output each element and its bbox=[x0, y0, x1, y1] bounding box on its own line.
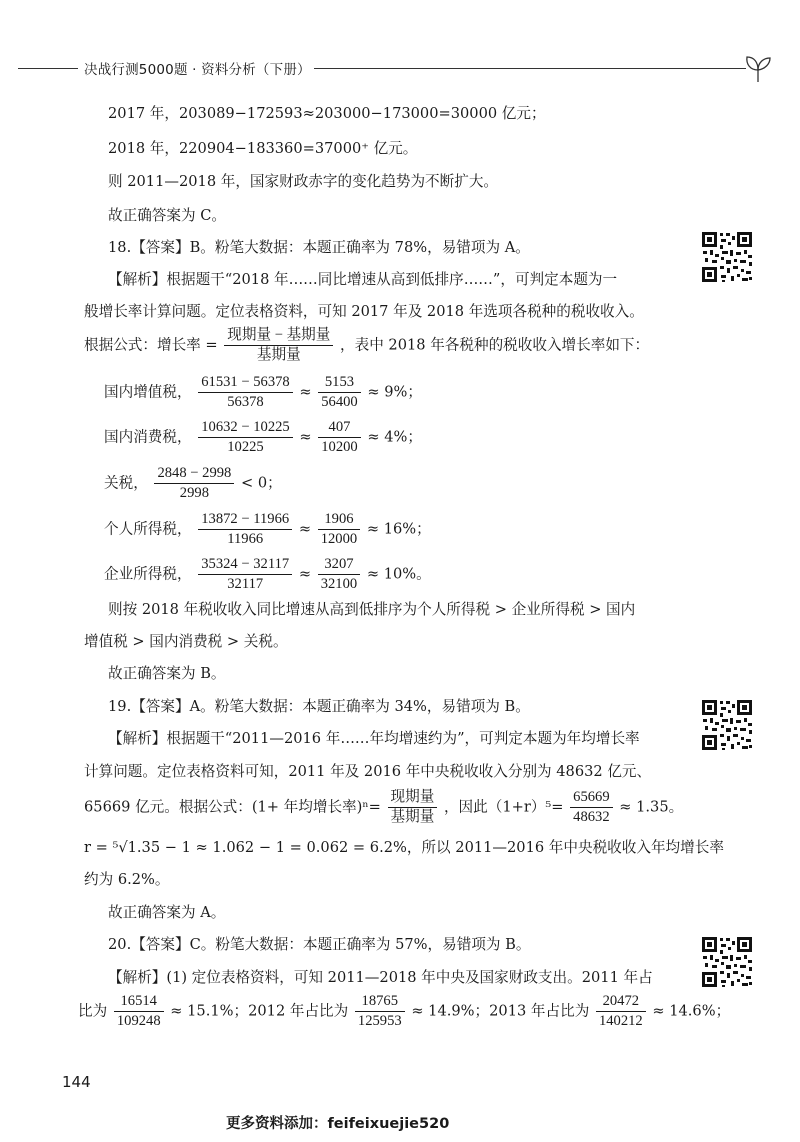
calc-row bbox=[104, 555, 431, 594]
tax-label: 企业所得税， bbox=[104, 565, 192, 583]
text-span: ，因此（1+r）⁵= bbox=[443, 798, 564, 816]
answer-18: 18.【答案】B。粉笔大数据：本题正确率为 78%，易错项为 A。 bbox=[108, 239, 530, 256]
fraction bbox=[570, 788, 612, 827]
text-line: 故正确答案为 A。 bbox=[108, 904, 226, 921]
calc-row bbox=[104, 418, 422, 457]
numerator: 1906 bbox=[318, 510, 360, 530]
text-line: r = ⁵√1.35 − 1 ≈ 1.062 − 1 = 0.062 = 6.2%，所以 2011—2016 年中央税收收入年均增长率 bbox=[84, 839, 724, 856]
qr-code-icon[interactable] bbox=[700, 935, 754, 989]
denominator: 10200 bbox=[321, 439, 358, 455]
text-span: ≈ 15.1%；2012 年占比为 bbox=[170, 1002, 349, 1020]
fraction bbox=[114, 992, 164, 1031]
denominator: 109248 bbox=[116, 1013, 161, 1029]
text-line: 则 2011—2018 年，国家财政赤字的变化趋势为不断扩大。 bbox=[108, 173, 499, 190]
numerator: 16514 bbox=[114, 992, 164, 1012]
text-line: 2017 年，203089−172593≈203000−173000=30000 亿元； bbox=[108, 105, 546, 122]
denominator: 基期量 bbox=[256, 347, 301, 363]
text-span: 比为 bbox=[78, 1002, 108, 1020]
footer-note: 更多资料添加：feifeixuejie520 bbox=[226, 1116, 450, 1132]
numerator: 5153 bbox=[318, 373, 360, 393]
approx-sign: ≈ bbox=[299, 383, 312, 401]
denominator: 11966 bbox=[227, 531, 264, 547]
numerator: 65669 bbox=[570, 788, 612, 808]
fraction bbox=[198, 510, 292, 549]
result: ≈ 10%。 bbox=[366, 565, 431, 583]
formula-line bbox=[78, 992, 730, 1031]
numerator: 现期量 bbox=[388, 788, 438, 808]
denominator: 32117 bbox=[227, 576, 264, 592]
denominator: 32100 bbox=[320, 576, 358, 592]
fraction bbox=[388, 788, 438, 827]
numerator: 10632 − 10225 bbox=[198, 418, 293, 438]
numerator: 现期量 − 基期量 bbox=[224, 326, 333, 346]
approx-sign: ≈ bbox=[298, 520, 312, 538]
text-line: 故正确答案为 B。 bbox=[108, 665, 226, 682]
denominator: 10225 bbox=[227, 439, 264, 455]
numerator: 2848 − 2998 bbox=[154, 464, 234, 484]
approx-sign: ≈ bbox=[299, 428, 312, 446]
qr-code-icon[interactable] bbox=[700, 698, 754, 752]
fraction bbox=[154, 464, 234, 503]
book-title: 决战行测5000题 · 资料分析（下册） bbox=[84, 62, 311, 78]
result: < 0； bbox=[240, 474, 282, 492]
text-line: 2018 年，220904−183360=37000⁺ 亿元。 bbox=[108, 140, 418, 157]
page-number: 144 bbox=[62, 1073, 91, 1091]
calc-row bbox=[104, 510, 431, 549]
header-rule-right bbox=[314, 68, 746, 69]
analysis-19: 【解析】根据题干“2011—2016 年……年均增速约为”，可判定本题为年均增长率 bbox=[108, 730, 640, 747]
fraction bbox=[198, 373, 293, 412]
tax-label: 国内消费税， bbox=[104, 428, 192, 446]
text-span: 65669 亿元。根据公式：(1+ 年均增长率)ⁿ= bbox=[84, 798, 381, 816]
text-line: 计算问题。定位表格资料可知，2011 年及 2016 年中央税收收入分别为 48632 亿元、 bbox=[84, 763, 652, 780]
denominator: 48632 bbox=[573, 809, 610, 825]
analysis-18: 【解析】根据题干“2018 年……同比增速从高到低排序……”，可判定本题为一 bbox=[108, 271, 618, 288]
tax-label: 关税， bbox=[104, 474, 148, 492]
numerator: 3207 bbox=[318, 555, 360, 575]
text-span: ，表中 2018 年各税种的税收收入增长率如下： bbox=[340, 336, 650, 354]
denominator: 125953 bbox=[357, 1013, 402, 1029]
fraction bbox=[318, 510, 360, 549]
numerator: 18765 bbox=[355, 992, 405, 1012]
denominator: 56378 bbox=[227, 394, 264, 410]
running-header bbox=[18, 48, 780, 88]
sprout-icon bbox=[740, 48, 776, 84]
text-span: ≈ 14.6%； bbox=[652, 1002, 731, 1020]
fraction bbox=[198, 418, 293, 457]
result: ≈ 16%； bbox=[366, 520, 431, 538]
numerator: 61531 − 56378 bbox=[198, 373, 293, 393]
text-line: 则按 2018 年税收收入同比增速从高到低排序为个人所得税 > 企业所得税 > 国内 bbox=[108, 601, 636, 618]
approx-sign: ≈ bbox=[298, 565, 312, 583]
text-span: ≈ 1.35。 bbox=[619, 798, 684, 816]
fraction bbox=[355, 992, 405, 1031]
text-line: 约为 6.2%。 bbox=[84, 871, 170, 888]
denominator: 2998 bbox=[179, 485, 209, 501]
tax-label: 个人所得税， bbox=[104, 520, 192, 538]
fraction bbox=[224, 326, 333, 365]
denominator: 56400 bbox=[321, 394, 358, 410]
calc-row bbox=[104, 464, 282, 503]
denominator: 140212 bbox=[598, 1013, 643, 1029]
numerator: 407 bbox=[318, 418, 360, 438]
denominator: 12000 bbox=[320, 531, 358, 547]
text-line: 增值税 > 国内消费税 > 关税。 bbox=[84, 633, 288, 650]
fraction bbox=[318, 418, 360, 457]
qr-code-icon[interactable] bbox=[700, 230, 754, 284]
text-line: 故正确答案为 C。 bbox=[108, 207, 226, 224]
result: ≈ 9%； bbox=[367, 383, 422, 401]
answer-20: 20.【答案】C。粉笔大数据：本题正确率为 57%，易错项为 B。 bbox=[108, 936, 531, 953]
fraction bbox=[318, 373, 360, 412]
numerator: 13872 − 11966 bbox=[198, 510, 292, 530]
tax-label: 国内增值税， bbox=[104, 383, 192, 401]
text-span: 根据公式：增长率 = bbox=[84, 336, 218, 354]
calc-row bbox=[104, 373, 422, 412]
result: ≈ 4%； bbox=[367, 428, 422, 446]
text-line: 般增长率计算问题。定位表格资料，可知 2017 年及 2018 年选项各税种的税收收入。 bbox=[84, 303, 644, 320]
answer-19: 19.【答案】A。粉笔大数据：本题正确率为 34%，易错项为 B。 bbox=[108, 698, 530, 715]
formula-line bbox=[84, 788, 683, 827]
denominator: 基期量 bbox=[390, 809, 435, 825]
fraction bbox=[198, 555, 292, 594]
formula-line bbox=[84, 326, 649, 365]
numerator: 35324 − 32117 bbox=[198, 555, 292, 575]
header-rule-left bbox=[18, 68, 78, 69]
text-span: ≈ 14.9%；2013 年占比为 bbox=[411, 1002, 590, 1020]
fraction bbox=[596, 992, 646, 1031]
fraction bbox=[318, 555, 360, 594]
analysis-20: 【解析】(1) 定位表格资料，可知 2011—2018 年中央及国家财政支出。2011 年占 bbox=[108, 969, 653, 986]
numerator: 20472 bbox=[596, 992, 646, 1012]
